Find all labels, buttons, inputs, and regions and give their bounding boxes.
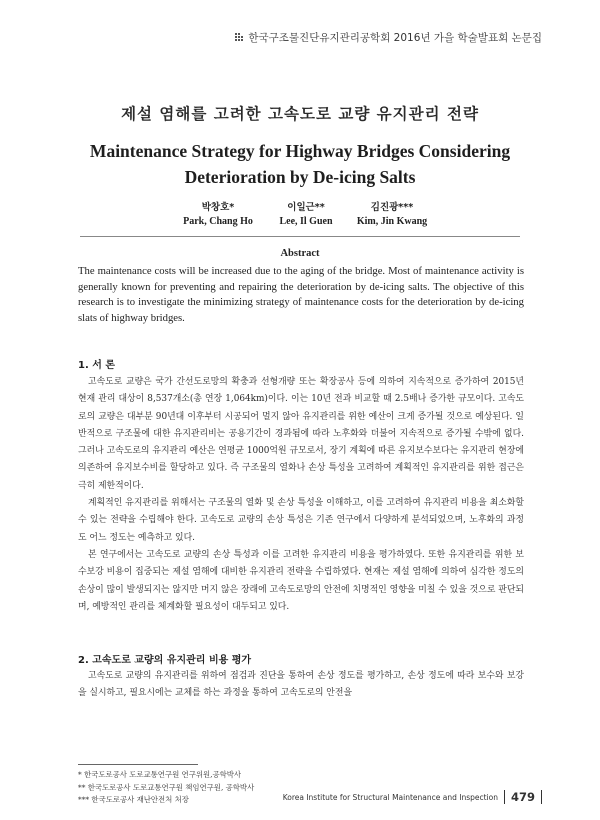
section-2-body: [78, 668, 524, 703]
paragraph: 계획적인 유지관리를 위해서는 구조물의 열화 및 손상 특성을 이해하고, 이를 고려하여 유지관리 비용을 최소화할 수 있는 전략을 수립해야 한다. 고속도로 교량의 손상 특성은 기존 연구에서 다양하게 분석되었으며, 노후화의 과정도 어느 정도는 예측하고 있다.: [78, 498, 524, 543]
author-name-en: Lee, Il Guen: [279, 216, 333, 227]
paper-title-english: [0, 138, 600, 190]
section-1-heading: 1. 서 론: [78, 360, 116, 371]
author-name-ko: 박창호*: [201, 202, 235, 213]
author-name-en: Park, Chang Ho: [183, 216, 253, 227]
abstract-heading: Abstract: [280, 248, 320, 259]
divider: [80, 236, 520, 237]
author-name-ko: 김진광***: [370, 202, 414, 213]
section-2-heading: 2. 고속도로 교량의 유지관리 비용 평가: [78, 655, 252, 666]
author-name-ko: 이일근**: [287, 202, 325, 213]
conference-name: 한국구조물진단유지관리공학회 2016년 가을 학술발표회 논문집: [248, 32, 542, 44]
paragraph: 고속도로 교량은 국가 간선도로망의 확충과 선형개량 또는 확장공사 등에 의하여 지속적으로 증가하여 2015년 현재 관리 대상이 8,537개소(총 연장 1,064km)이다. 이는 10년 전과 비교할 때 2.5배나 증가한 규모이다. 고속도로의 교량은 대부분 90년대 이후부터 시공되어 멀지 않아 유지관리를 위한 예산이 크게 증가될 것으로 예상된다. 일반적으로 구조물에 대한 유지관리비는 공용기간이 경과됨에 따라 노후화와 더불어 지속적으로 증가될 수밖에 없다. 그러나 고속도로의 유지관리 예산은 연평균 1000억원 규모로서, 장기 계획에 따른 유지보수보다는 유지관리 현장에 의존하여 유지보수비를 할당하고 있다. 즉 구조물의 열화나 손상 특성을 고려하여 계획적인 유지관리를 위한 접근은 극히 제한적이다.: [78, 377, 524, 491]
society-logo-icon: [235, 33, 244, 42]
affiliation-footnotes: [78, 769, 254, 807]
footnote-divider: [78, 764, 198, 765]
footer-divider: [541, 790, 542, 804]
author-name-en: Kim, Jin Kwang: [356, 216, 428, 227]
title-en-line: Maintenance Strategy for Highway Bridges Considering: [89, 141, 511, 161]
footnote: * 한국도로공사 도로교통연구원 연구위원,공학박사: [78, 770, 242, 779]
paragraph: 고속도로 교량의 유지관리를 위하여 점검과 진단을 통하여 손상 정도를 평가하고, 손상 정도에 따라 보수와 보강을 실시하고, 필요시에는 교체를 하는 과정을 통하여 고속도로의 안전을: [78, 671, 524, 699]
footnote: *** 한국도로공사 재난안전처 처장: [78, 795, 189, 804]
author: [337, 200, 447, 229]
page-number: 479: [510, 790, 535, 804]
paragraph: 본 연구에서는 고속도로 교량의 손상 특성과 이를 고려한 유지관리 비용을 평가하였다. 또한 유지관리를 위한 보수보강 비용이 집중되는 제설 염해에 대비한 유지관리 전략을 수립하였다. 현재는 제설 염해에 의하여 심각한 정도의 손상이 많이 발생되지는 않지만 머지 않은 장래에 고속도로망의 안전에 치명적인 영향을 미칠 수 있을 것으로 판단되며, 예방적인 관리를 체계화할 필요성이 대두되고 있다.: [78, 549, 524, 612]
abstract-text: The maintenance costs will be increased due to the aging of the bridge. Most of maintenance activity is generally known for preventing and repairing the deterioration by de-icing salts. The objective of this research is to investigate the minimizing strategy of maintenance costs for the deterioration by de-icing slats of highway bridges.: [78, 265, 524, 324]
paper-title-korean: 제설 염해를 고려한 고속도로 교량 유지관리 전략: [121, 105, 479, 123]
page-footer: [283, 790, 542, 804]
footer-institution: Korea Institute for Structural Maintenance and Inspection: [282, 792, 498, 802]
footnote: ** 한국도로공사 도로교통연구원 책임연구원, 공학박사: [78, 782, 255, 792]
running-header: [235, 30, 542, 45]
section-1-body: [78, 374, 524, 616]
author: [168, 200, 268, 229]
title-en-line: Deterioration by De-icing Salts: [184, 167, 416, 187]
footer-divider: [504, 790, 505, 804]
